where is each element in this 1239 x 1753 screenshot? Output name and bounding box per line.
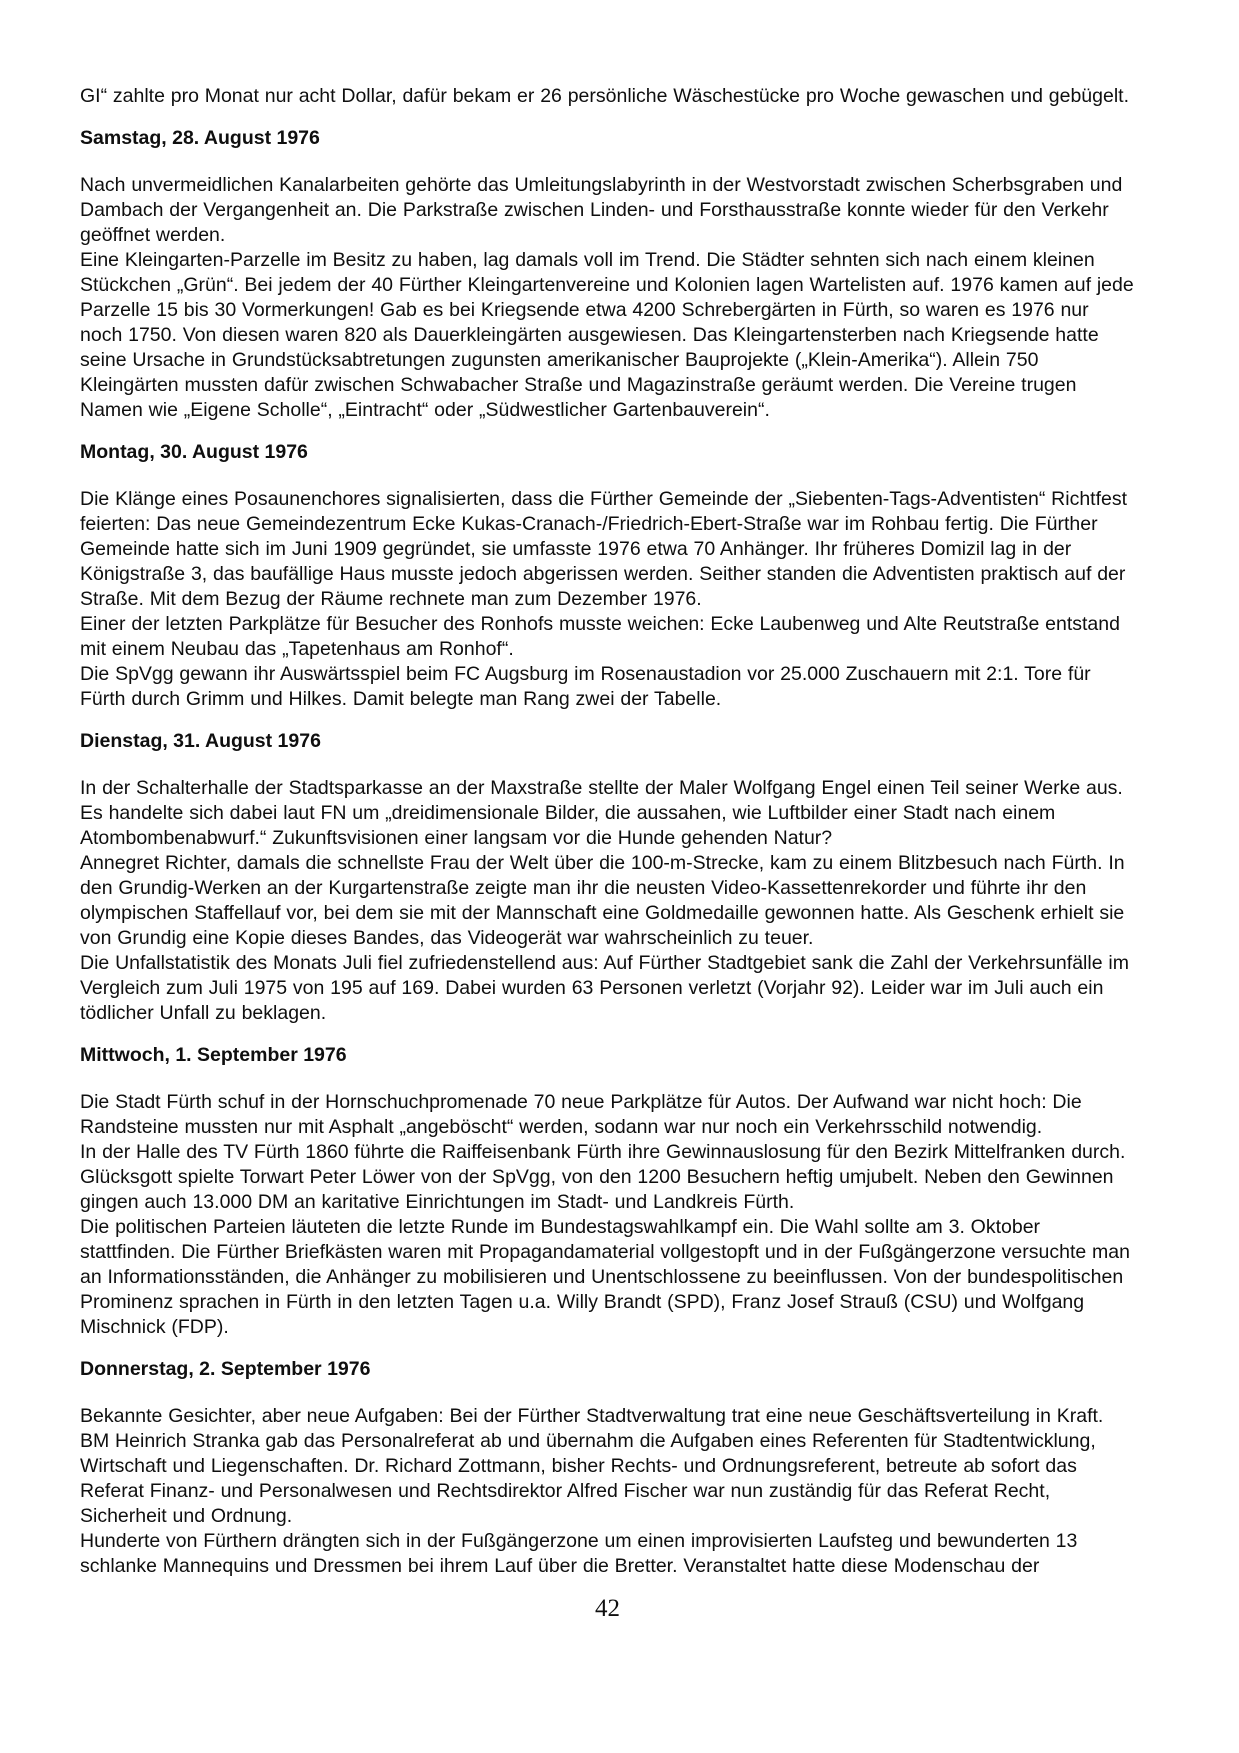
paragraph: Bekannte Gesichter, aber neue Aufgaben: Bei der Fürther Stadtverwaltung trat eine neue Geschäftsverteilung in Kraft. BM Heinrich Stranka gab das Personalreferat ab und übernahm die Aufgaben eines Referenten für Stadtentwicklung, Wirtschaft und Liegenschaften. Dr. Richard Zottmann, bisher Rechts- und Ordnungsreferent, betreute ab sofort das Referat Finanz- und Personalwesen und Rechtsdirektor Alfred Fischer war nun zuständig für das Referat Recht, Sicherheit und Ordnung. xyxy=(80,1405,1104,1527)
section-montag-30-august-1976 xyxy=(80,440,1135,712)
paragraph: Die SpVgg gewann ihr Auswärtsspiel beim FC Augsburg im Rosenaustadion vor 25.000 Zuschauern mit 2:1. Tore für Fürth durch Grimm und Hilkes. Damit belegte man Rang zwei der Tabelle. xyxy=(80,663,1091,710)
paragraph: In der Halle des TV Fürth 1860 führte die Raiffeisenbank Fürth ihre Gewinnauslosung für den Bezirk Mittelfranken durch. Glücksgott spielte Torwart Peter Löwer von der SpVgg, von den 1200 Besuchern heftig umjubelt. Neben den Gewinnen gingen auch 13.000 DM an karitative Einrichtungen im Stadt- und Landkreis Fürth. xyxy=(80,1141,1126,1213)
intro-paragraph: GI“ zahlte pro Monat nur acht Dollar, dafür bekam er 26 persönliche Wäschestücke pro Woche gewaschen und gebügelt. xyxy=(80,85,1130,107)
section-donnerstag-2-september-1976 xyxy=(80,1357,1135,1579)
paragraph: Die politischen Parteien läuteten die letzte Runde im Bundestagswahlkampf ein. Die Wahl sollte am 3. Oktober stattfinden. Die Fürther Briefkästen waren mit Propagandamaterial vollgestopft und in der Fußgängerzone versuchte man an Informationsständen, die Anhänger zu mobilisieren und Unentschlossene zu beeinflussen. Von der bundespolitischen Prominenz sprachen in Fürth in den letzten Tagen u.a. Willy Brandt (SPD), Franz Josef Strauß (CSU) und Wolfgang Mischnick (FDP). xyxy=(80,1216,1130,1338)
day-heading: Donnerstag, 2. September 1976 xyxy=(80,1358,371,1380)
day-heading: Mittwoch, 1. September 1976 xyxy=(80,1044,347,1066)
paragraph: Eine Kleingarten-Parzelle im Besitz zu haben, lag damals voll im Trend. Die Städter sehnten sich nach einem kleinen Stückchen „Grün“. Bei jedem der 40 Fürther Kleingartenvereine und Kolonien lagen Wartelisten auf. 1976 kamen auf jede Parzelle 15 bis 30 Vormerkungen! Gab es bei Kriegsende etwa 4200 Schrebergärten in Fürth, so waren es 1976 nur noch 1750. Von diesen waren 820 als Dauerkleingärten ausgewiesen. Das Kleingartensterben nach Kriegsende hatte seine Ursache in Grundstücksabtretungen zugunsten amerikanischer Bauprojekte („Klein-Amerika“). Allein 750 Kleingärten mussten dafür zwischen Schwabacher Straße und Magazinstraße geräumt werden. Die Vereine trugen Namen wie „Eigene Scholle“, „Eintracht“ oder „Südwestlicher Gartenbauverein“. xyxy=(80,249,1134,421)
day-heading: Dienstag, 31. August 1976 xyxy=(80,730,321,752)
paragraph: Annegret Richter, damals die schnellste Frau der Welt über die 100-m-Strecke, kam zu einem Blitzbesuch nach Fürth. In den Grundig-Werken an der Kurgartenstraße zeigte man ihr die neusten Video-Kassettenrekorder und führte ihr den olympischen Staffellauf vor, bei dem sie mit der Mannschaft eine Goldmedaille gewonnen hatte. Als Geschenk erhielt sie von Grundig eine Kopie dieses Bandes, das Videogerät war wahrscheinlich zu teuer. xyxy=(80,852,1125,949)
paragraph: Die Klänge eines Posaunenchores signalisierten, dass die Fürther Gemeinde der „Siebenten-Tags-Adventisten“ Richtfest feierten: Das neue Gemeindezentrum Ecke Kukas-Cranach-/Friedrich-Ebert-Straße war im Rohbau fertig. Die Fürther Gemeinde hatte sich im Juni 1909 gegründet, sie umfasste 1976 etwa 70 Anhänger. Ihr früheres Domizil lag in der Königstraße 3, das baufällige Haus musste jedoch abgerissen werden. Seither standen die Adventisten praktisch auf der Straße. Mit dem Bezug der Räume rechnete man zum Dezember 1976. xyxy=(80,488,1128,610)
section-dienstag-31-august-1976 xyxy=(80,729,1135,1026)
paragraph: Einer der letzten Parkplätze für Besucher des Ronhofs musste weichen: Ecke Laubenweg und Alte Reutstraße entstand mit einem Neubau das „Tapetenhaus am Ronhof“. xyxy=(80,613,1120,660)
page-number: 42 xyxy=(595,1595,620,1622)
paragraph: Hunderte von Fürthern drängten sich in der Fußgängerzone um einen improvisierten Laufsteg und bewunderten 13 schlanke Mannequins und Dressmen bei ihrem Lauf über die Bretter. Veranstaltet hatte diese Modenschau der xyxy=(80,1530,1078,1577)
paragraph: Die Unfallstatistik des Monats Juli fiel zufriedenstellend aus: Auf Fürther Stadtgebiet sank die Zahl der Verkehrsunfälle im Vergleich zum Juli 1975 von 195 auf 169. Dabei wurden 63 Personen verletzt (Vorjahr 92). Leider war im Juli auch ein tödlicher Unfall zu beklagen. xyxy=(80,952,1129,1024)
day-heading: Montag, 30. August 1976 xyxy=(80,441,308,463)
paragraph: Nach unvermeidlichen Kanalarbeiten gehörte das Umleitungslabyrinth in der Westvorstadt zwischen Scherbsgraben und Dambach der Vergangenheit an. Die Parkstraße zwischen Linden- und Forsthausstraße konnte wieder für den Verkehr geöffnet werden. xyxy=(80,174,1123,246)
day-heading: Samstag, 28. August 1976 xyxy=(80,127,320,149)
paragraph: Die Stadt Fürth schuf in der Hornschuchpromenade 70 neue Parkplätze für Autos. Der Aufwand war nicht hoch: Die Randsteine mussten nur mit Asphalt „angeböscht“ werden, sodann war nur noch ein Verkehrsschild notwendig. xyxy=(80,1091,1082,1138)
paragraph: In der Schalterhalle der Stadtsparkasse an der Maxstraße stellte der Maler Wolfgang Engel einen Teil seiner Werke aus. Es handelte sich dabei laut FN um „dreidimensionale Bilder, die aussahen, wie Luftbilder einer Stadt nach einem Atombombenabwurf.“ Zukunftsvisionen einer langsam vor die Hunde gehenden Natur? xyxy=(80,777,1123,849)
section-mittwoch-1-september-1976 xyxy=(80,1043,1135,1340)
section-samstag-28-august-1976 xyxy=(80,126,1135,423)
